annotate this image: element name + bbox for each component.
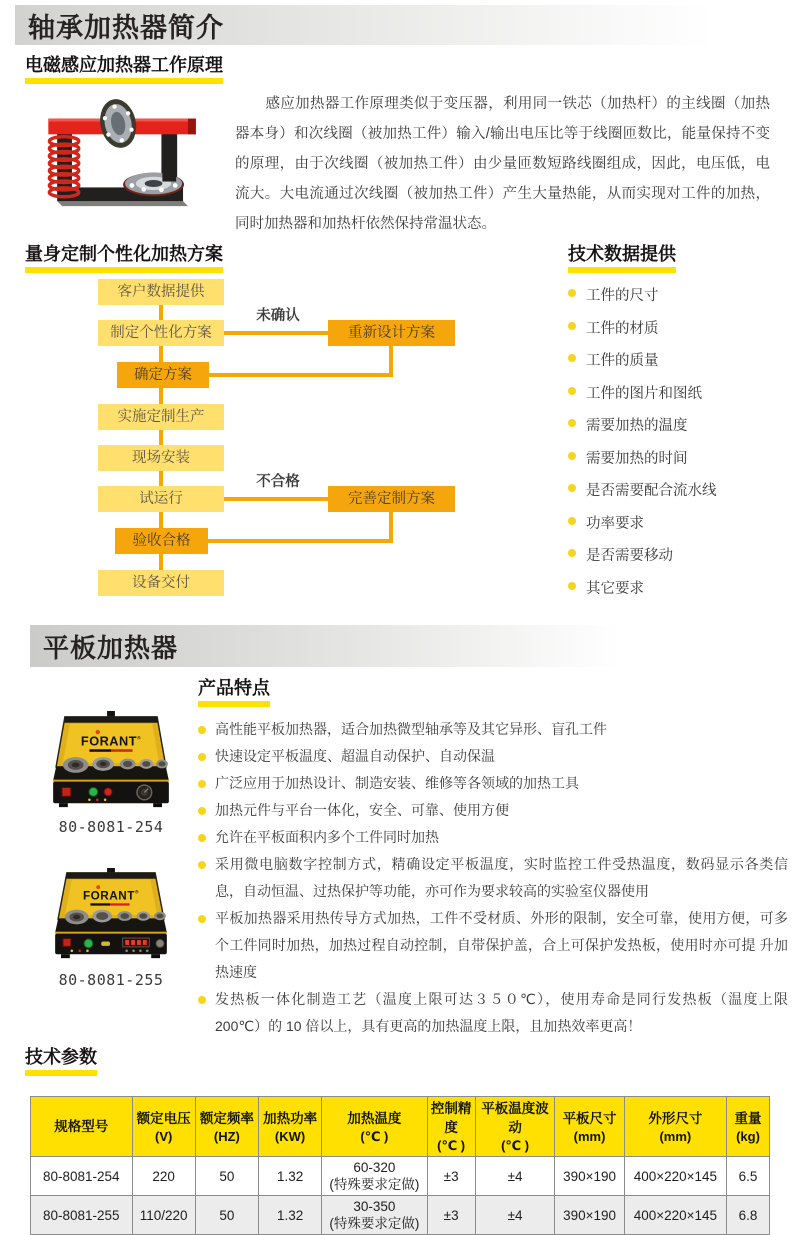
bullet-icon bbox=[198, 834, 206, 842]
table-cell: 400×220×145 bbox=[624, 1157, 726, 1196]
tech-data-item-text: 功率要求 bbox=[586, 515, 644, 532]
table-cell: 110/220 bbox=[132, 1196, 195, 1235]
table-header-cell: 额定电压 (V) bbox=[132, 1097, 195, 1157]
tech-data-item bbox=[568, 577, 800, 598]
table-cell: 6.5 bbox=[727, 1157, 770, 1196]
bullet-icon bbox=[198, 807, 206, 815]
brand-registered-mark: ® bbox=[134, 890, 139, 896]
feature-item-text: 快速设定平板温度、超温自动保护、自动保温 bbox=[215, 748, 495, 764]
bullet-icon bbox=[198, 861, 206, 869]
principle-section bbox=[33, 94, 770, 239]
tech-data-item bbox=[568, 414, 800, 435]
bearing-top bbox=[96, 96, 141, 151]
tech-data-item-text: 需要加热的时间 bbox=[586, 450, 688, 467]
table-cell: ±3 bbox=[427, 1196, 475, 1235]
flow-connector bbox=[209, 373, 393, 377]
bullet-icon bbox=[198, 780, 206, 788]
feature-item bbox=[198, 986, 788, 1040]
tech-data-item-text: 其它要求 bbox=[586, 580, 644, 597]
flow-step-box: 现场安装 bbox=[98, 445, 224, 471]
table-cell: 80-8081-254 bbox=[31, 1157, 133, 1196]
tech-data-heading: 技术数据提供 bbox=[568, 243, 676, 273]
table-cell: ±4 bbox=[475, 1157, 555, 1196]
flat-heater-title: 平板加热器 bbox=[43, 632, 179, 663]
table-cell: 1.32 bbox=[258, 1196, 321, 1235]
table-row bbox=[31, 1157, 770, 1196]
feature-item-text: 加热元件与平台一体化，安全、可靠、使用方便 bbox=[215, 802, 509, 818]
feature-item-text: 发热板一体化制造工艺（温度上限可达３５０℃），使用寿命是同行发热板（温度上限 200℃）的 10 倍以上，具有更高的加热温度上限，且加热效率更高！ bbox=[215, 991, 788, 1034]
table-header-cell: 平板尺寸 (mm) bbox=[555, 1097, 624, 1157]
tech-data-item-text: 工件的图片和图纸 bbox=[586, 385, 702, 402]
bearing-bottom bbox=[123, 173, 184, 197]
product-model-label: 80-8081-254 bbox=[58, 818, 164, 836]
bullet-icon bbox=[568, 517, 576, 525]
flow-branch-label: 未确认 bbox=[256, 308, 300, 324]
bullet-icon bbox=[568, 289, 576, 297]
table-cell: ±3 bbox=[427, 1157, 475, 1196]
tech-data-item bbox=[568, 284, 800, 305]
flow-step-box: 实施定制生产 bbox=[98, 404, 224, 430]
principle-paragraph: 感应加热器工作原理类似于变压器，利用同一铁芯（加热杆）的主线圈（加热器本身）和次线圈（被加热工件）输入/输出电压比等于线圈匝数比，能量保持不变的原理，由于次线圈（被加热工件）由少量匝数短路线圈组成，因此，电压低，电流大。大电流通过次线圈（被加热工件）产生大量热能，从而实现对工件的加热，同时加热器和加热杆依然保持常温状态。 bbox=[235, 96, 770, 232]
bullet-icon bbox=[198, 726, 206, 734]
flat-heater-title-bar bbox=[30, 625, 620, 667]
specs-table bbox=[30, 1096, 770, 1235]
svg-text:FORANT® bbox=[83, 888, 139, 902]
bullet-icon bbox=[568, 452, 576, 460]
feature-item bbox=[198, 905, 788, 986]
principle-heading: 电磁感应加热器工作原理 bbox=[25, 54, 223, 84]
features-heading: 产品特点 bbox=[198, 677, 270, 707]
page bbox=[0, 5, 800, 1231]
product-image-80-8081-254 bbox=[32, 711, 190, 813]
page-title: 轴承加热器简介 bbox=[28, 12, 224, 43]
feature-item bbox=[198, 743, 788, 770]
feature-item bbox=[198, 851, 788, 905]
table-header-cell: 外形尺寸 (mm) bbox=[624, 1097, 726, 1157]
tech-data-item-text: 工件的质量 bbox=[586, 353, 659, 369]
tech-data-item bbox=[568, 317, 800, 338]
brand-logo: FORANT bbox=[80, 733, 137, 749]
feature-item bbox=[198, 797, 788, 824]
flow-step-box: 试运行 bbox=[98, 486, 224, 512]
bullet-icon bbox=[198, 753, 206, 761]
flow-branch-box: 重新设计方案 bbox=[328, 320, 455, 346]
bullet-icon bbox=[198, 996, 206, 1004]
flow-connector bbox=[224, 497, 328, 501]
brand-logo: FORANT bbox=[83, 889, 135, 903]
specs-heading: 技术参数 bbox=[25, 1046, 97, 1076]
flow-step-box: 确定方案 bbox=[117, 362, 209, 388]
tech-data-item bbox=[568, 382, 800, 403]
table-header-cell: 规格型号 bbox=[31, 1097, 133, 1157]
table-cell: 1.32 bbox=[258, 1157, 321, 1196]
flow-step-box: 客户数据提供 bbox=[98, 279, 224, 305]
table-cell: ±4 bbox=[475, 1196, 555, 1235]
flow-branch-box: 完善定制方案 bbox=[328, 486, 455, 512]
flat-heater-section bbox=[30, 677, 788, 1040]
table-header-cell: 平板温度波动 (℃ ) bbox=[475, 1097, 555, 1157]
bullet-icon bbox=[568, 354, 576, 362]
table-cell: 60-320 (特殊要求定做) bbox=[322, 1157, 427, 1196]
induction-heater-illustration bbox=[33, 94, 221, 212]
flow-branch-label: 不合格 bbox=[256, 474, 300, 490]
table-cell: 6.8 bbox=[727, 1196, 770, 1235]
tech-data-item-text: 工件的尺寸 bbox=[586, 288, 659, 304]
table-header-cell: 重量 (kg) bbox=[727, 1097, 770, 1157]
tech-data-item-text: 需要加热的温度 bbox=[586, 418, 688, 434]
bullet-icon bbox=[568, 549, 576, 557]
feature-item-text: 广泛应用于加热设计、制造安装、维修等各领域的加热工具 bbox=[215, 775, 579, 791]
product-model-label: 80-8081-255 bbox=[58, 971, 164, 989]
table-header-cell: 加热温度 (℃ ) bbox=[322, 1097, 427, 1157]
tech-data-item bbox=[568, 349, 800, 370]
table-cell: 400×220×145 bbox=[624, 1196, 726, 1235]
feature-item bbox=[198, 770, 788, 797]
table-header-row bbox=[31, 1097, 770, 1157]
table-cell: 390×190 bbox=[555, 1196, 624, 1235]
feature-item-text: 采用微电脑数字控制方式，精确设定平板温度，实时监控工件受热温度，数码显示各类信息，自动恒温、过热保护等功能，亦可作为要求较高的实验室仪器使用 bbox=[215, 856, 788, 899]
feature-item bbox=[198, 716, 788, 743]
tech-data-item bbox=[568, 544, 800, 565]
flow-step-box: 设备交付 bbox=[98, 570, 224, 596]
flow-step-box: 验收合格 bbox=[115, 528, 208, 554]
main-title-bar bbox=[15, 5, 790, 45]
feature-item bbox=[198, 824, 788, 851]
flow-step-box: 制定个性化方案 bbox=[98, 320, 224, 346]
tech-data-item bbox=[568, 447, 800, 468]
feature-item-text: 允许在平板面积内多个工件同时加热 bbox=[215, 829, 439, 845]
table-row bbox=[31, 1196, 770, 1235]
flowchart bbox=[25, 273, 537, 603]
table-cell: 80-8081-255 bbox=[31, 1196, 133, 1235]
table-header-cell: 加热功率 (KW) bbox=[258, 1097, 321, 1157]
table-cell: 220 bbox=[132, 1157, 195, 1196]
bullet-icon bbox=[198, 915, 206, 923]
features-list bbox=[198, 716, 788, 1040]
tech-data-item bbox=[568, 512, 800, 533]
tech-data-item bbox=[568, 479, 800, 500]
table-header-cell: 控制精度 (℃ ) bbox=[427, 1097, 475, 1157]
induction-coil bbox=[49, 137, 79, 197]
bullet-icon bbox=[568, 419, 576, 427]
tech-data-item-text: 工件的材质 bbox=[586, 320, 659, 337]
feature-item-text: 平板加热器采用热传导方式加热，工件不受材质、外形的限制，安全可靠，使用方便，可多个工件同时加热，加热过程自动控制，自带保护盖，合上可保护发热板，使用时亦可提 升加热速度 bbox=[215, 910, 788, 980]
feature-item-text: 高性能平板加热器，适合加热微型轴承等及其它异形、盲孔工件 bbox=[215, 721, 607, 737]
flowchart-heading: 量身定制个性化加热方案 bbox=[25, 243, 223, 273]
flow-connector bbox=[224, 331, 328, 335]
table-cell: 50 bbox=[195, 1157, 258, 1196]
bullet-icon bbox=[568, 484, 576, 492]
table-header-cell: 额定频率 (HZ) bbox=[195, 1097, 258, 1157]
table-cell: 390×190 bbox=[555, 1157, 624, 1196]
custom-plan-section bbox=[25, 243, 800, 609]
flow-connector bbox=[208, 539, 393, 543]
tech-data-item-text: 是否需要移动 bbox=[586, 548, 673, 564]
table-cell: 30-350 (特殊要求定做) bbox=[322, 1196, 427, 1235]
svg-text:FORANT® bbox=[81, 733, 141, 748]
bullet-icon bbox=[568, 322, 576, 330]
tech-data-item-text: 是否需要配合流水线 bbox=[586, 483, 717, 499]
bullet-icon bbox=[568, 582, 576, 590]
table-cell: 50 bbox=[195, 1196, 258, 1235]
tech-data-list bbox=[568, 284, 800, 598]
product-image-80-8081-255 bbox=[32, 868, 190, 966]
brand-registered-mark: ® bbox=[136, 736, 142, 742]
bullet-icon bbox=[568, 387, 576, 395]
